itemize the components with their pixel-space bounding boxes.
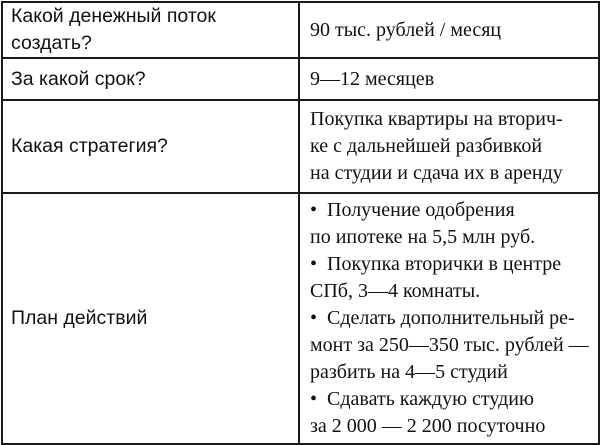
table-row-term	[2, 58, 599, 100]
table-row-cash-flow	[2, 2, 599, 58]
answer-line: 9—12 месяцев	[310, 67, 435, 90]
answer-line: монт за 250—350 тыс. рублей —	[310, 334, 589, 356]
answer-cell-cash-flow	[299, 2, 599, 58]
answer-cell-strategy	[299, 100, 599, 193]
answer-cell-term	[299, 58, 599, 100]
answer-line: Покупка квартиры на вторич-	[310, 108, 563, 130]
bullet-item: • Покупка вторички в центре	[310, 251, 592, 278]
answer-line: за 2 000 — 2 200 посуточно	[310, 415, 546, 437]
answer-line: ке с дальнейшей разбивкой	[310, 135, 543, 157]
answer-line: 90 тыс. рублей / месяц	[310, 18, 502, 41]
question-cell-action-plan: План действий	[2, 193, 299, 444]
question-cell-cash-flow: Какой денежный поток создать?	[2, 2, 299, 58]
bullet-item: • Получение одобрения	[310, 197, 592, 224]
bullet-item: • Сделать дополнительный ре-	[310, 305, 592, 332]
answer-line: по ипотеке на 5,5 млн руб.	[310, 226, 536, 248]
table-row-action-plan	[2, 193, 599, 444]
table-row-strategy	[2, 100, 599, 193]
answer-cell-action-plan	[299, 193, 599, 444]
strategy-table	[1, 1, 600, 445]
bullet-item: • Сдавать каждую студию	[310, 386, 592, 413]
question-cell-strategy: Какая стратегия?	[2, 100, 299, 193]
question-cell-term: За какой срок?	[2, 58, 299, 100]
answer-line: разбить на 4—5 студий	[310, 361, 508, 383]
answer-line: на студии и сдача их в аренду	[310, 162, 563, 184]
answer-line: СПб, 3—4 комнаты.	[310, 280, 481, 302]
